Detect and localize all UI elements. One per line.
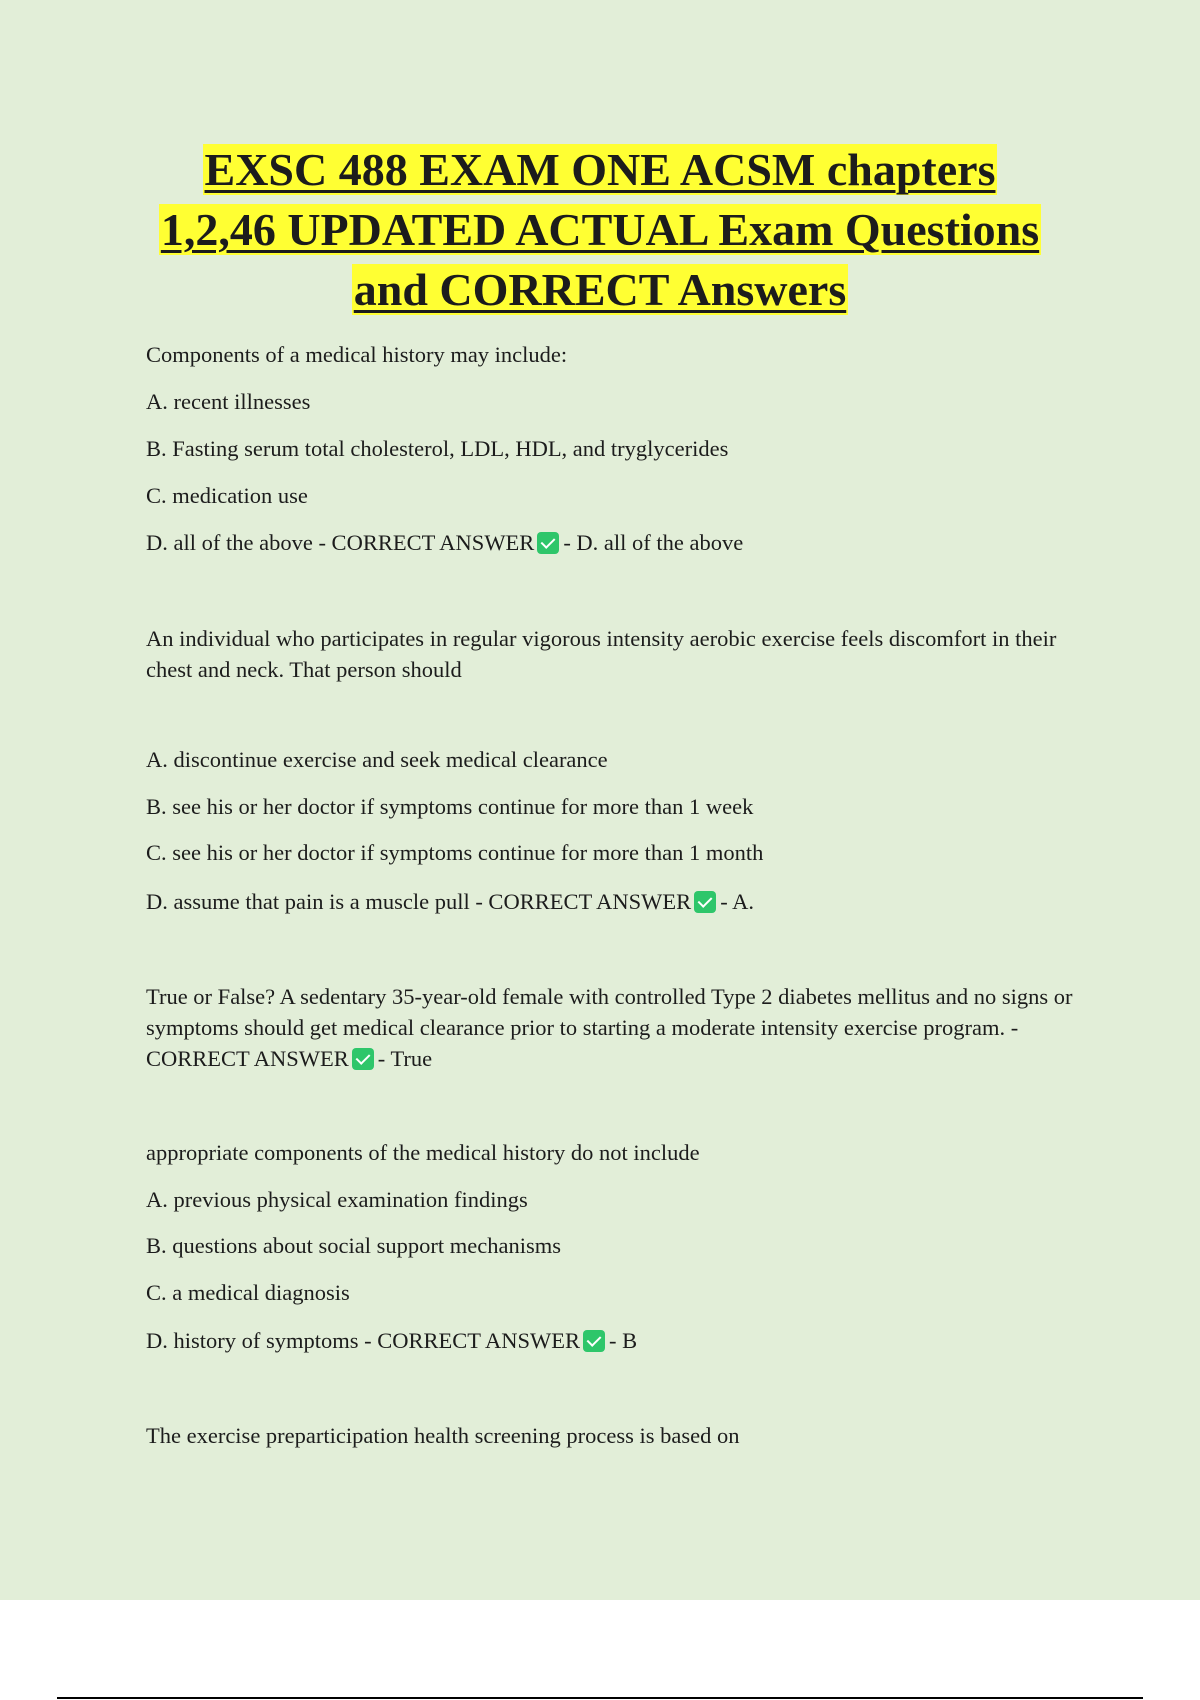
q2-option-a: A. discontinue exercise and seek medical clearance [146, 747, 608, 772]
q1-option-d-row [146, 527, 1086, 559]
q2-option-d-row [146, 886, 1086, 918]
q2-option-b: B. see his or her doctor if symptoms continue for more than 1 week [146, 794, 754, 819]
q4-option-d-row [146, 1325, 1086, 1357]
q3-stem-row [146, 981, 1086, 1074]
check-badge-icon [537, 532, 559, 554]
q3-answer: - True [377, 1046, 433, 1071]
title-line-2: 1,2,46 UPDATED ACTUAL Exam Questions [160, 204, 1040, 255]
q2-answer: - A. [720, 889, 754, 914]
title-line-1: EXSC 488 EXAM ONE ACSM chapters [204, 144, 996, 195]
q4-option-d: D. history of symptoms - CORRECT ANSWER [146, 1328, 580, 1353]
q2-option-c: C. see his or her doctor if symptoms continue for more than 1 month [146, 840, 764, 865]
check-badge-icon [352, 1048, 374, 1070]
q1-option-a: A. recent illnesses [146, 389, 311, 414]
document-title [100, 140, 1100, 320]
footer-rule [57, 1697, 1143, 1699]
q1-stem: Components of a medical history may include: [146, 342, 568, 367]
title-line-3: and CORRECT Answers [353, 264, 847, 315]
q4-answer: - B [609, 1328, 638, 1353]
q3-stem: True or False? A sedentary 35-year-old female with controlled Type 2 diabetes mellitus and no signs or symptoms should get medical clearance prior to starting a moderate intensity exercise program. - CORRECT ANSWER [146, 984, 1073, 1071]
q1-option-b: B. Fasting serum total cholesterol, LDL, HDL, and tryglycerides [146, 436, 729, 461]
q4-option-a: A. previous physical examination findings [146, 1187, 528, 1212]
q1-answer: - D. all of the above [563, 530, 744, 555]
q1-option-c: C. medication use [146, 483, 308, 508]
q4-option-b: B. questions about social support mechanisms [146, 1233, 561, 1258]
q4-option-c: C. a medical diagnosis [146, 1280, 350, 1305]
q2-stem: An individual who participates in regular vigorous intensity aerobic exercise feels discomfort in their chest and neck. That person should [146, 626, 1057, 682]
q4-stem: appropriate components of the medical history do not include [146, 1140, 700, 1165]
check-badge-icon [583, 1330, 605, 1352]
q1-option-d: D. all of the above - CORRECT ANSWER [146, 530, 535, 555]
q2-option-d: D. assume that pain is a muscle pull - CORRECT ANSWER [146, 889, 692, 914]
check-badge-icon [694, 891, 716, 913]
q5-stem: The exercise preparticipation health screening process is based on [146, 1423, 740, 1448]
